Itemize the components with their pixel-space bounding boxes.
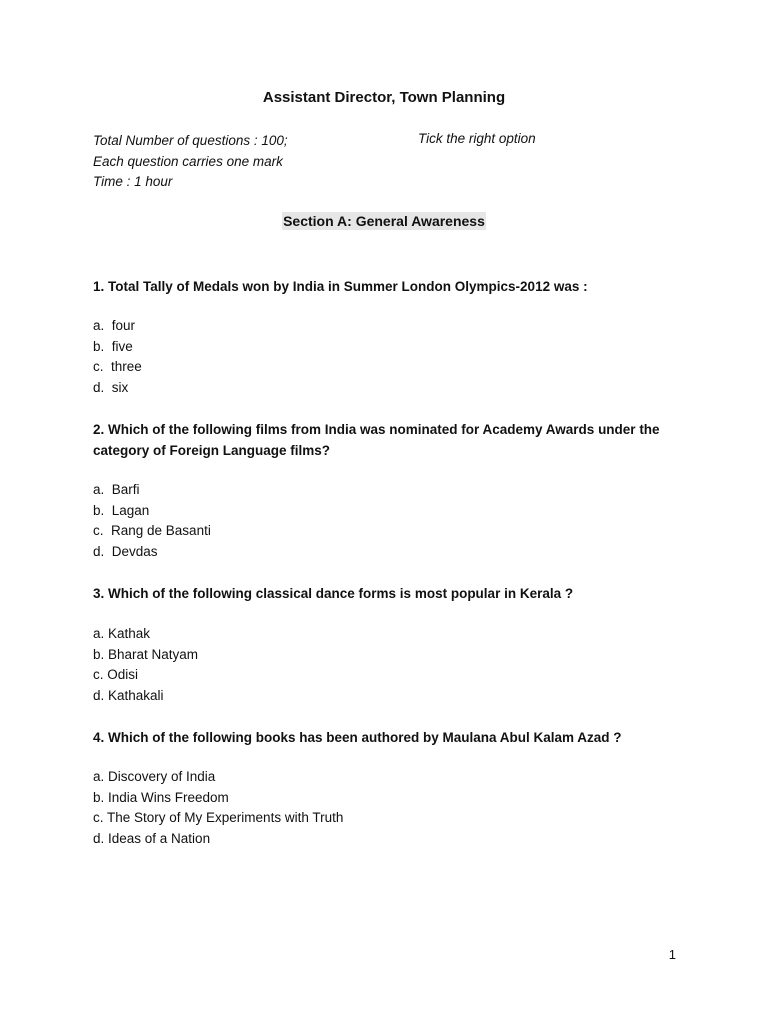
option[interactable]: c. The Story of My Experiments with Truth: [93, 810, 344, 826]
option[interactable]: a. four: [93, 318, 136, 333]
marks-text: Each question carries one mark: [93, 153, 283, 169]
option[interactable]: c. Rang de Basanti: [93, 523, 211, 539]
option[interactable]: d. Devdas: [93, 543, 158, 559]
option[interactable]: c. Odisi: [93, 667, 139, 683]
question-4-options: [93, 767, 343, 849]
question-2-options: [93, 480, 211, 562]
option[interactable]: c. three: [93, 359, 142, 375]
option[interactable]: b. Bharat Natyam: [93, 646, 199, 662]
option[interactable]: b. India Wins Freedom: [93, 789, 229, 805]
page-number: 1: [668, 947, 676, 962]
option[interactable]: a. Kathak: [93, 626, 151, 641]
option[interactable]: b. Lagan: [93, 502, 150, 518]
question-3: 3. Which of the following classical dance forms is most popular in Kerala ?: [93, 586, 574, 601]
option[interactable]: d. Ideas of a Nation: [93, 830, 211, 846]
section-heading: [0, 213, 768, 229]
tick-option-text: Tick the right option: [418, 131, 536, 146]
option[interactable]: d. six: [93, 379, 129, 395]
option[interactable]: b. five: [93, 338, 133, 354]
total-questions-text: Total Number of questions : 100;: [93, 133, 288, 148]
question-3-options: [93, 624, 198, 706]
option[interactable]: a. Discovery of India: [93, 769, 216, 784]
question-1-options: [93, 316, 142, 398]
instructions-block: [93, 131, 288, 193]
section-heading-label: Section A: General Awareness: [283, 213, 485, 229]
document-title: Assistant Director, Town Planning: [262, 89, 506, 106]
option[interactable]: d. Kathakali: [93, 687, 164, 703]
time-text: Time : 1 hour: [93, 174, 173, 189]
question-4: 4. Which of the following books has been authored by Maulana Abul Kalam Azad ?: [93, 730, 622, 745]
question-1: 1. Total Tally of Medals won by India in Summer London Olympics-2012 was :: [93, 279, 588, 294]
option[interactable]: a. Barfi: [93, 482, 140, 497]
question-2: 2. Which of the following films from India was nominated for Academy Awards under the category of Foreign Language films?: [93, 422, 660, 458]
